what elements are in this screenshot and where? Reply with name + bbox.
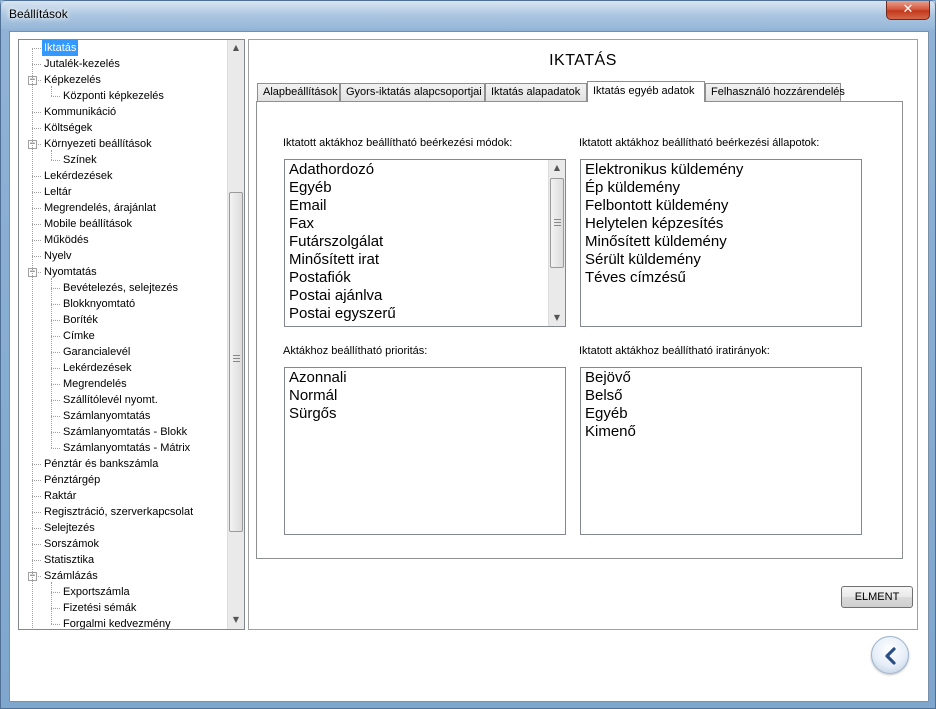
tree-item-label: Mobile beállítások xyxy=(44,218,133,230)
tree-item-label: Lekérdezések xyxy=(63,362,132,374)
tree-item-label: Leltár xyxy=(44,186,72,198)
tree-connector xyxy=(32,176,41,177)
tree-item[interactable] xyxy=(19,56,228,72)
tree-item-label: Költségek xyxy=(44,122,93,134)
tree-item-label: Színek xyxy=(63,154,97,166)
tree-item[interactable] xyxy=(19,168,228,184)
tree-connector xyxy=(32,544,41,545)
tree-connector xyxy=(32,208,41,209)
list-item[interactable]: Helytelen képzesítés xyxy=(585,215,724,232)
scroll-thumb[interactable] xyxy=(229,192,243,532)
tree-scrollbar[interactable] xyxy=(227,40,244,629)
list-item[interactable]: Egyéb xyxy=(289,179,332,196)
page-title: IKTATÁS xyxy=(549,52,617,69)
tree-item-label: Nyelv xyxy=(44,250,72,262)
tree-connector xyxy=(32,192,41,193)
tree-connector xyxy=(51,352,60,353)
scroll-up-arrow-icon[interactable]: ▲ xyxy=(232,43,240,52)
tree-connector xyxy=(32,64,41,65)
receipt-modes-list[interactable] xyxy=(284,159,566,327)
tree-branch-line xyxy=(51,86,52,96)
tree-item-label: Exportszámla xyxy=(63,586,130,598)
priorities-label: Aktákhoz beállítható prioritás: xyxy=(283,345,428,357)
tree-item-label: Szállítólevél nyomt. xyxy=(63,394,158,406)
tree-item-label: Garancialevél xyxy=(63,346,131,358)
tree-list xyxy=(19,40,228,629)
tree-connector xyxy=(51,400,60,401)
tree-item[interactable] xyxy=(19,472,228,488)
tree-branch-line xyxy=(51,150,52,160)
back-arrow-icon xyxy=(881,646,901,666)
tree-item-label: Kommunikáció xyxy=(44,106,117,118)
tree-connector xyxy=(51,432,60,433)
tree-item-label: Jutalék-kezelés xyxy=(44,58,120,70)
tree-item[interactable] xyxy=(19,40,228,56)
tree-connector xyxy=(51,320,60,321)
tree-connector xyxy=(32,480,41,481)
list-item[interactable]: Minősített irat xyxy=(289,251,380,268)
list-item[interactable]: Kimenő xyxy=(585,423,636,440)
tab-gyors-iktatas[interactable]: Gyors-iktatás alapcsoportjai xyxy=(340,83,485,101)
tree-item-label: Megrendelés xyxy=(63,378,127,390)
tree-connector xyxy=(51,304,60,305)
tree-item[interactable] xyxy=(19,216,228,232)
tree-connector xyxy=(32,560,41,561)
tree-connector xyxy=(51,368,60,369)
receipt-modes-scrollbar[interactable] xyxy=(548,160,565,326)
title-bar xyxy=(1,1,935,29)
tree-connector xyxy=(32,512,41,513)
scroll-down-arrow-icon[interactable]: ▼ xyxy=(553,313,561,322)
tree-item-label: Bevételezés, selejtezés xyxy=(63,282,178,294)
tree-item[interactable] xyxy=(19,488,228,504)
tree-item-label: Iktatás xyxy=(44,42,77,54)
list-item[interactable]: Sérült küldemény xyxy=(585,251,701,268)
tree-item-label: Regisztráció, szerverkapcsolat xyxy=(44,506,194,518)
collapse-icon[interactable]: − xyxy=(29,267,36,277)
tree-item[interactable] xyxy=(19,504,228,520)
tree-item-label: Forgalmi kedvezmény xyxy=(63,618,171,629)
tree-connector xyxy=(32,240,41,241)
settings-tree xyxy=(18,39,245,630)
tree-item-label: Számlanyomtatás xyxy=(63,410,151,422)
list-item[interactable]: Elektronikus küldemény xyxy=(585,161,744,178)
list-item[interactable]: Fax xyxy=(289,215,315,232)
client-area xyxy=(9,31,929,702)
list-item[interactable]: Adathordozó xyxy=(289,161,375,178)
list-item[interactable]: Postai ajánlva xyxy=(289,287,383,304)
tree-connector xyxy=(32,128,41,129)
list-item[interactable]: Minősített küldemény xyxy=(585,233,727,250)
tree-item[interactable] xyxy=(19,200,228,216)
tree-item-label: Lekérdezések xyxy=(44,170,113,182)
tree-item-label: Sorszámok xyxy=(44,538,100,550)
tree-connector xyxy=(32,528,41,529)
tree-connector xyxy=(32,112,41,113)
tree-connector xyxy=(51,96,60,97)
tree-item-label: Boríték xyxy=(63,314,98,326)
priorities-list[interactable] xyxy=(284,367,566,535)
tree-item-label: Nyomtatás xyxy=(44,266,97,278)
tree-item-label: Pénztárgép xyxy=(44,474,101,486)
tab-felhasznalo-hozzarendeles[interactable]: Felhasználó hozzárendelés xyxy=(705,83,841,101)
tree-connector xyxy=(51,448,60,449)
close-button[interactable]: ✕ xyxy=(886,1,930,20)
tree-item[interactable] xyxy=(19,552,228,568)
tree-connector xyxy=(51,160,60,161)
tree-item[interactable] xyxy=(19,184,228,200)
scroll-down-arrow-icon[interactable]: ▼ xyxy=(232,615,240,624)
list-item[interactable]: Egyéb xyxy=(585,405,628,422)
collapse-icon[interactable]: − xyxy=(29,75,36,85)
list-item[interactable]: Belső xyxy=(585,387,623,404)
tree-connector xyxy=(51,624,60,625)
list-item[interactable]: Ép küldemény xyxy=(585,179,681,196)
collapse-icon[interactable]: − xyxy=(29,571,36,581)
tree-item-label: Címke xyxy=(63,330,95,342)
tree-connector xyxy=(32,224,41,225)
tree-connector xyxy=(51,608,60,609)
tree-connector xyxy=(32,464,41,465)
tree-connector xyxy=(51,288,60,289)
tree-item-label: Selejtezés xyxy=(44,522,95,534)
tree-connector xyxy=(32,256,41,257)
tree-item-label: Megrendelés, árajánlat xyxy=(44,202,156,214)
list-item[interactable]: Sürgős xyxy=(289,405,337,422)
tab-alapbeallitasok[interactable]: Alapbeállítások xyxy=(257,83,340,101)
tree-connector xyxy=(51,416,60,417)
tree-connector xyxy=(51,384,60,385)
list-item[interactable]: Futárszolgálat xyxy=(289,233,384,250)
tree-connector xyxy=(51,336,60,337)
save-button[interactable]: ELMENT xyxy=(841,586,913,608)
tree-item[interactable] xyxy=(19,104,228,120)
list-item[interactable]: Postafiók xyxy=(289,269,351,286)
list-item[interactable]: Bejövő xyxy=(585,369,631,386)
tree-connector xyxy=(32,48,41,49)
receipt-modes-label: Iktatott aktákhoz beállítható beérkezési módok: xyxy=(283,137,513,149)
directions-label: Iktatott aktákhoz beállítható iratirányok: xyxy=(579,345,770,357)
tree-item-label: Statisztika xyxy=(44,554,95,566)
tree-item-label: Pénztár és bankszámla xyxy=(44,458,159,470)
tree-item[interactable] xyxy=(19,232,228,248)
window-title: Beállítások xyxy=(9,7,68,21)
tree-root-line xyxy=(32,48,33,629)
scroll-up-arrow-icon[interactable]: ▲ xyxy=(553,163,561,172)
tree-item-label: Blokknyomtató xyxy=(63,298,136,310)
back-button[interactable] xyxy=(871,636,909,674)
tab-content xyxy=(256,101,903,559)
tree-item-label: Raktár xyxy=(44,490,77,502)
tree-item[interactable] xyxy=(19,520,228,536)
tree-item-label: Működés xyxy=(44,234,89,246)
tree-item-label: Központi képkezelés xyxy=(63,90,164,102)
content-panel xyxy=(248,39,918,630)
collapse-icon[interactable]: − xyxy=(29,139,36,149)
tree-item[interactable] xyxy=(19,456,228,472)
tree-item-label: Számlanyomtatás - Mátrix xyxy=(63,442,191,454)
list-item[interactable]: Postai egyszerű xyxy=(289,305,396,322)
tree-connector xyxy=(32,496,41,497)
tree-branch-line xyxy=(51,278,52,448)
tree-item[interactable] xyxy=(19,248,228,264)
scroll-grip-icon xyxy=(554,219,561,226)
list-item[interactable]: Email xyxy=(289,197,327,214)
list-item[interactable]: Normál xyxy=(289,387,338,404)
receipt-states-list[interactable] xyxy=(580,159,862,327)
scroll-thumb[interactable] xyxy=(550,178,564,268)
tree-item-label: Számlanyomtatás - Blokk xyxy=(63,426,188,438)
tab-iktatas-egyeb-adatok[interactable]: Iktatás egyéb adatok xyxy=(587,81,705,102)
tree-item[interactable] xyxy=(19,120,228,136)
list-item[interactable]: Azonnali xyxy=(289,369,347,386)
scroll-grip-icon xyxy=(233,355,240,362)
tree-item-label: Környezeti beállítások xyxy=(44,138,152,150)
tree-branch-line xyxy=(51,582,52,624)
tree-item[interactable] xyxy=(19,536,228,552)
directions-list[interactable] xyxy=(580,367,862,535)
tree-connector xyxy=(51,592,60,593)
list-item[interactable]: Téves címzésű xyxy=(585,269,686,286)
list-item[interactable]: Felbontott küldemény xyxy=(585,197,729,214)
tree-item-label: Fizetési sémák xyxy=(63,602,137,614)
receipt-states-label: Iktatott aktákhoz beállítható beérkezési állapotok: xyxy=(579,137,820,149)
tree-item-label: Számlázás xyxy=(44,570,98,582)
tree-item-label: Képkezelés xyxy=(44,74,101,86)
tab-iktatas-alapadatok[interactable]: Iktatás alapadatok xyxy=(485,83,587,101)
